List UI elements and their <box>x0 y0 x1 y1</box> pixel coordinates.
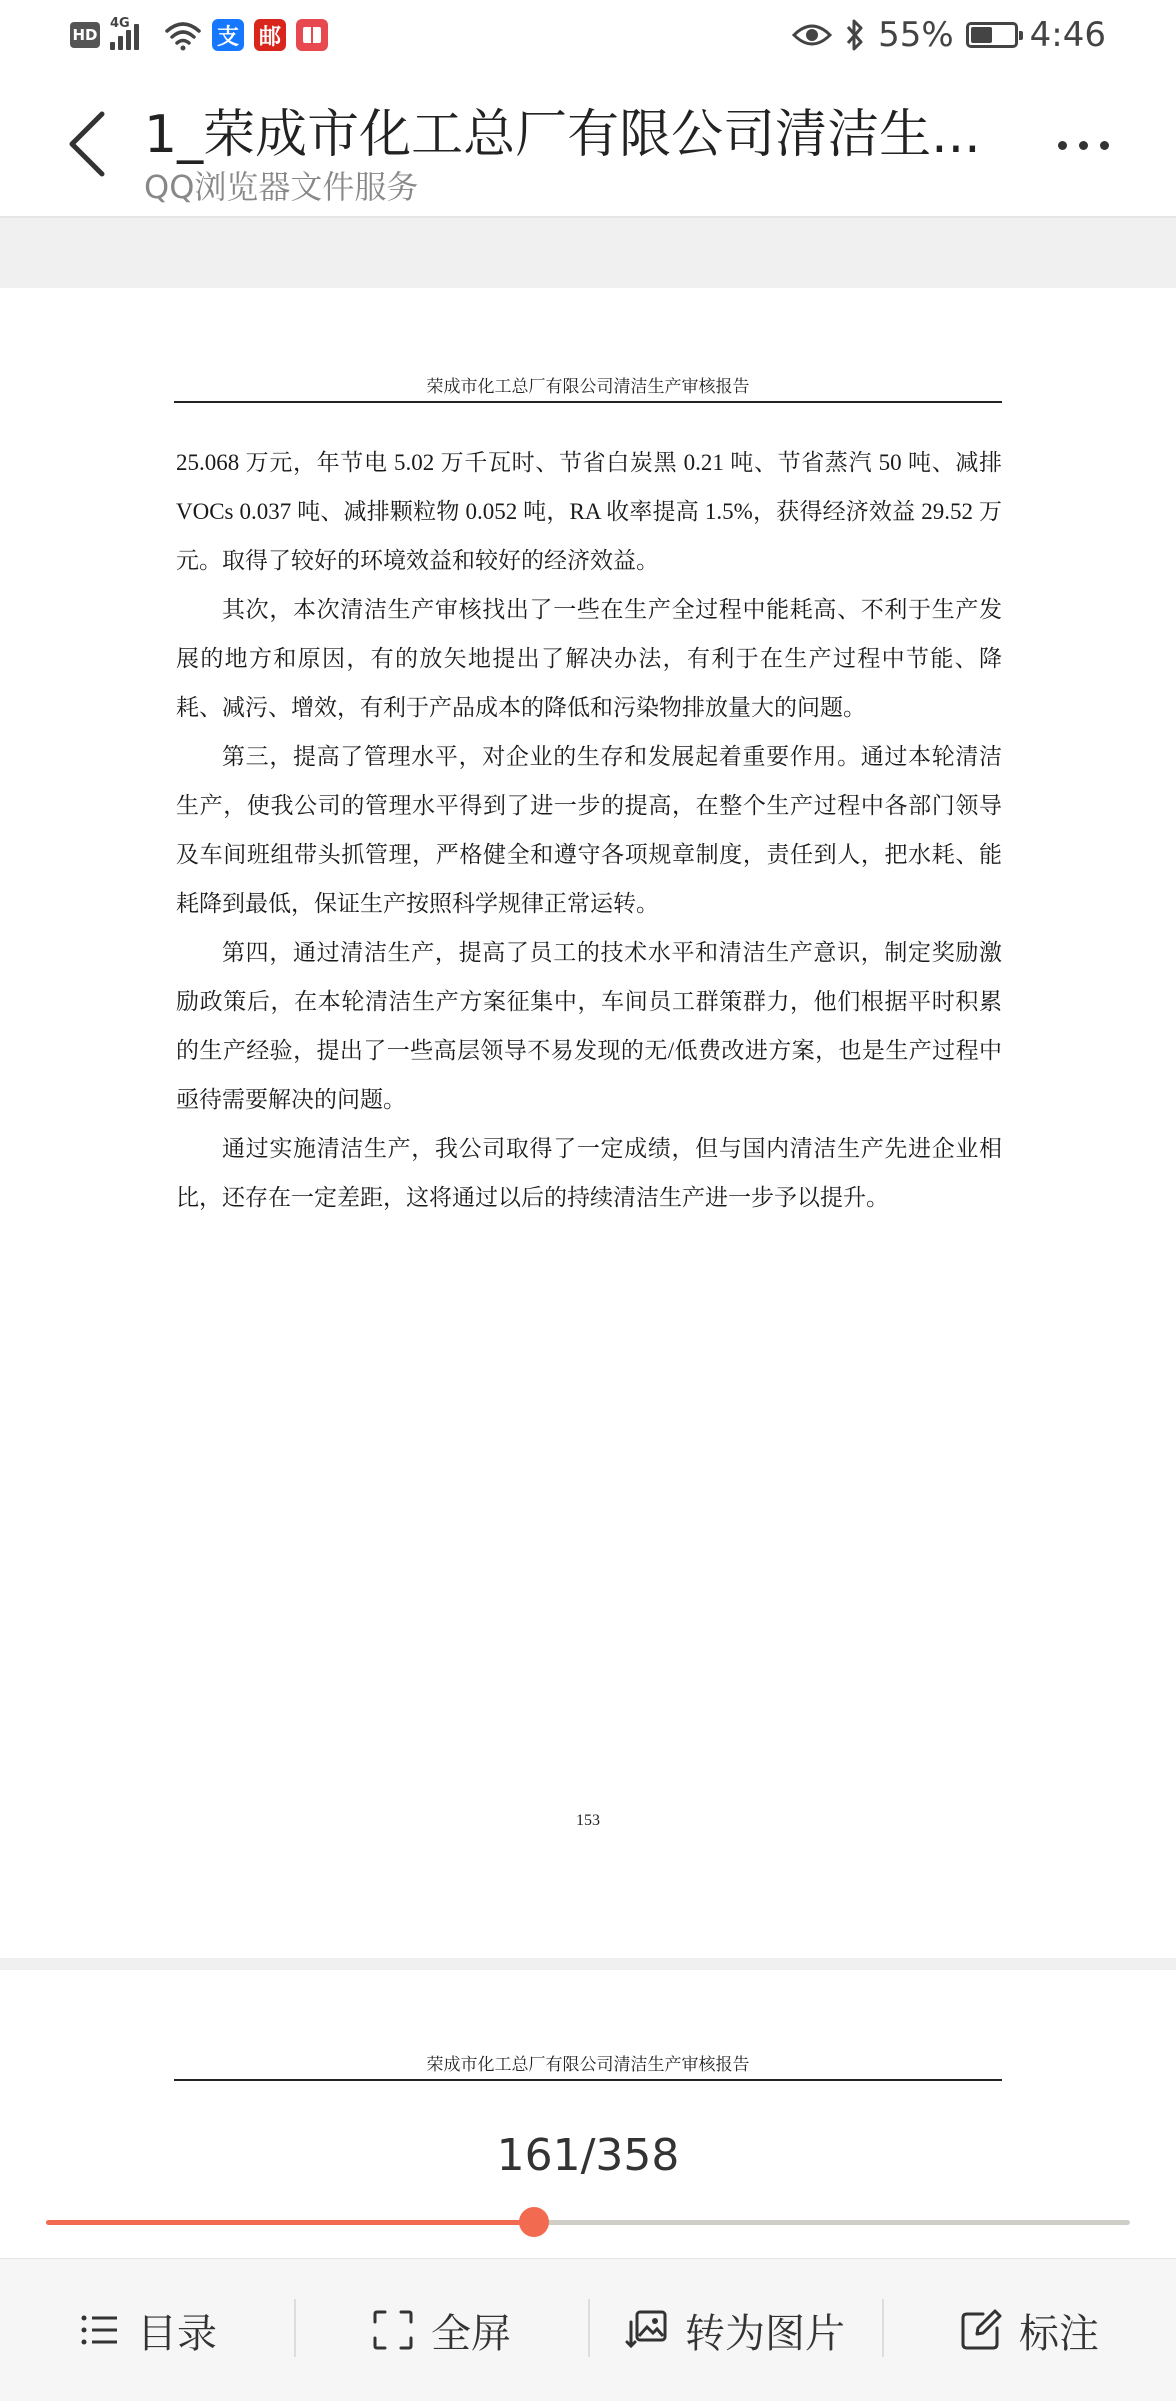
clock: 4:46 <box>1029 15 1106 55</box>
status-left <box>70 18 328 52</box>
wifi-icon <box>164 19 202 51</box>
paragraph: 其次，本次清洁生产审核找出了一些在生产全过程中能耗高、不利于生产发展的地方和原因，有的放矢地提出了解决办法，有利于在生产过程中节能、降耗、减污、增效，有利于产品成本的降低和污染物排放量大的问题。 <box>176 597 1002 720</box>
document-title: 1_荣成市化工总厂有限公司清洁生... <box>144 105 981 165</box>
back-arrow-icon[interactable] <box>58 104 118 184</box>
page-progress <box>0 2120 1176 2260</box>
title-bar <box>0 70 1176 218</box>
paragraph: 通过实施清洁生产，我公司取得了一定成绩，但与国内清洁生产先进企业相比，还存在一定差距，这将通过以后的持续清洁生产进一步予以提升。 <box>176 1136 1002 1210</box>
page-body <box>176 438 1002 1222</box>
battery-percent: 55% <box>878 15 954 55</box>
alipay-notification-icon: 支 <box>212 19 244 51</box>
bottom-toolbar <box>0 2258 1176 2401</box>
more-options-icon[interactable] <box>1058 130 1128 160</box>
battery-icon <box>966 22 1018 48</box>
slider-thumb[interactable] <box>519 2207 549 2237</box>
book-notification-icon <box>296 19 328 51</box>
network-type: 4G <box>110 16 130 31</box>
page-counter: 161/358 <box>496 2130 680 2181</box>
paragraph: 第三，提高了管理水平，对企业的生存和发展起着重要作用。通过本轮清洁生产，使我公司的管理水平得到了进一步的提高，在整个生产过程中各部门领导及车间班组带头抓管理，严格健全和遵守各项规章制度，责任到人，把水耗、能耗降到最低，保证生产按照科学规律正常运转。 <box>176 744 1002 916</box>
page-running-header: 荣成市化工总厂有限公司清洁生产审核报告 <box>174 2050 1002 2081</box>
convert-to-image-button[interactable] <box>588 2259 882 2401</box>
eye-comfort-icon <box>792 21 832 49</box>
document-source: QQ浏览器文件服务 <box>144 168 419 206</box>
document-page <box>0 288 1176 1958</box>
post-office-notification-icon: 邮 <box>254 19 286 51</box>
page-running-header: 荣成市化工总厂有限公司清洁生产审核报告 <box>174 372 1002 403</box>
page-number: 153 <box>576 1812 600 1829</box>
fullscreen-label: 全屏 <box>431 2310 511 2357</box>
bluetooth-icon <box>844 18 866 52</box>
paragraph: 第四，通过清洁生产，提高了员工的技术水平和清洁生产意识，制定奖励激励政策后，在本轮清洁生产方案征集中，车间员工群策群力，他们根据平时积累的生产经验，提出了一些高层领导不易发现的无/低费改进方案，也是生产过程中亟待需要解决的问题。 <box>176 940 1002 1112</box>
table-of-contents-button[interactable] <box>0 2259 294 2401</box>
paragraph: 25.068 万元，年节电 5.02 万千瓦时、节省白炭黑 0.21 吨、节省蒸汽 50 吨、减排 VOCs 0.037 吨、减排颗粒物 0.052 吨，RA 收率提高 1.5%，获得经济效益 29.52 万元。取得了较好的环境效益和较好的经济效益。 <box>176 450 1002 573</box>
slider-fill <box>46 2220 534 2225</box>
status-right <box>792 14 1106 56</box>
list-icon <box>77 2308 121 2352</box>
image-convert-icon <box>625 2308 669 2352</box>
annotate-button[interactable] <box>882 2259 1176 2401</box>
page-slider[interactable] <box>46 2220 1130 2225</box>
edit-icon <box>959 2308 1003 2352</box>
status-bar <box>0 0 1176 70</box>
toc-label: 目录 <box>137 2310 217 2357</box>
document-viewer[interactable] <box>0 218 1176 2258</box>
hd-icon: HD <box>70 22 100 48</box>
fullscreen-button[interactable] <box>294 2259 588 2401</box>
cellular-signal-icon <box>110 16 154 50</box>
convert-to-image-label: 转为图片 <box>685 2310 845 2357</box>
fullscreen-icon <box>371 2308 415 2352</box>
annotate-label: 标注 <box>1019 2310 1099 2357</box>
